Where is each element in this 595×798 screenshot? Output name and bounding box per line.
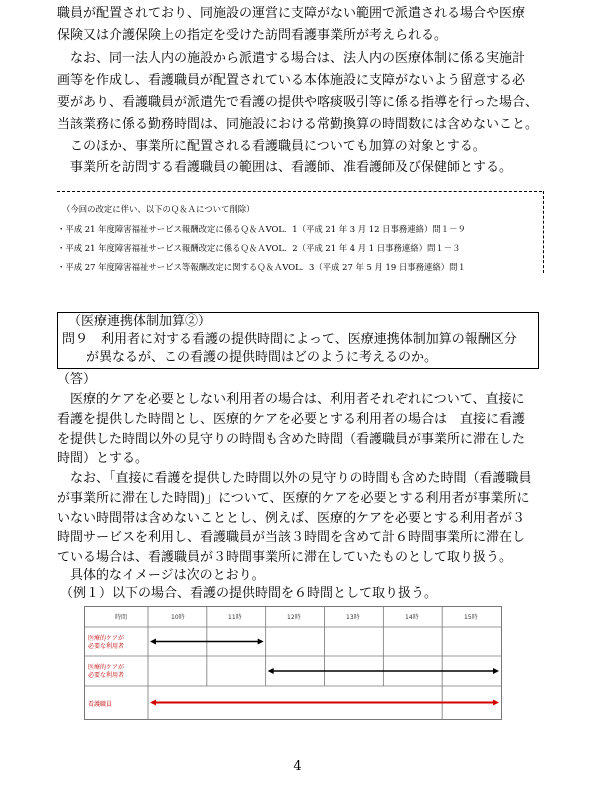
dashed-divider xyxy=(543,191,544,273)
answer-line: 時間サービスを利用し、看護職員が当該３時間を含めて計６時間事業所に滞在し xyxy=(57,530,526,545)
answer-line: を提供した時間以外の見守りの時間も含めた時間（看護職員が事業所に滞在した xyxy=(57,432,526,447)
question-text: が異なるが、この看護の提供時間はどのように考えるのか。 xyxy=(86,350,438,365)
deleted-note-item: ・平成 21 年度障害福祉サービス報酬改定に係るＱ＆ＡVOL．2（平成 21 年 4 月 1 日事務連絡）問１－３ xyxy=(57,243,461,253)
paragraph-line: 事業所を訪問する看護職員の範囲は、看護師、准看護師及び保健師とする。 xyxy=(70,160,513,175)
arrow-head xyxy=(150,700,156,706)
timeline-grid xyxy=(85,607,501,719)
answer-line: 具体的なイメージは次のとおり。 xyxy=(70,568,265,583)
question-text: 問９ 利用者に対する看護の提供時間によって、医療連携体制加算の報酬区分 xyxy=(62,332,517,347)
answer-line: が事業所に滞在した時間)」について、医療的ケアを必要とする利用者が事業所に xyxy=(57,491,530,506)
paragraph-line: 要があり、看護職員が派遣先で看護の提供や喀痰吸引等に係る指導を行った場合、 xyxy=(57,95,539,110)
answer-line: いない時間帯は含めないこととし、例えば、医療的ケアを必要とする利用者が３ xyxy=(57,511,526,526)
answer-line: ている場合は、看護職員が３時間事業所に滞在していたものとして取り扱う。 xyxy=(57,550,513,565)
hour-label: 13時 xyxy=(346,614,360,621)
paragraph-line: 保険又は介護保険上の指定を受けた訪問看護事業所が考えられる。 xyxy=(57,28,448,43)
deleted-notes-header: （今回の改定に伴い、以下のＱ＆Ａについて削除） xyxy=(62,204,255,214)
hour-label: 11時 xyxy=(228,614,242,621)
row-label: 医療的ケアが xyxy=(88,635,125,642)
arrow-head xyxy=(493,668,499,674)
deleted-note-item: ・平成 21 年度障害福祉サービス報酬改定に係るＱ＆ＡVOL．1（平成 21 年 3 月 12 日事務連絡）問１－９ xyxy=(57,224,466,234)
arrow-head xyxy=(258,639,264,645)
paragraph-line: 当該業務に係る勤務時間は、同施設における常勤換算の時間数には含めないこと。 xyxy=(57,117,539,132)
paragraph-line: このほか、事業所に配置される看護職員についても加算の対象とする。 xyxy=(70,139,486,154)
row-label: 看護職員 xyxy=(88,701,113,708)
deleted-note-item: ・平成 27 年度障害福祉サービス等報酬改定に関するＱ＆ＡVOL．3（平成 27 年 5 月 19 日事務連絡）問１ xyxy=(57,262,466,272)
paragraph-line: 職員が配置されており、同施設の運営に支障がない範囲で派遣される場合や医療 xyxy=(57,6,526,21)
paragraph-line: なお、同一法人内の施設から派遣する場合は、法人内の医療体制に係る実施計 xyxy=(70,51,526,66)
row-label: 必要な利用者 xyxy=(88,643,125,650)
hour-label: 14時 xyxy=(405,614,419,621)
question-heading: （医療連携体制加算②） xyxy=(68,314,212,329)
question-box xyxy=(57,312,539,369)
answer-line: 医療的ケアを必要としない利用者の場合は、利用者それぞれについて、直接に xyxy=(70,392,525,407)
answer-line: 時間）とする。 xyxy=(57,451,149,466)
paragraph-line: 画等を作成し、看護職員が配置されている本体施設に支障がないよう留意する必 xyxy=(57,73,526,88)
arrow-head xyxy=(150,639,156,645)
arrow-head xyxy=(493,700,499,706)
hour-label: 12時 xyxy=(287,614,301,621)
row-label: 必要な利用者 xyxy=(88,672,125,679)
hour-label: 15時 xyxy=(464,614,478,621)
table-header-time: 時間 xyxy=(115,614,128,621)
answer-line: 看護を提供した時間とし、医療的ケアを必要とする利用者の場合は 直接に看護 xyxy=(57,412,526,427)
dashed-divider xyxy=(57,191,542,192)
arrow-head xyxy=(268,668,274,674)
example-heading: （例１）以下の場合、看護の提供時間を６時間として取り扱う。 xyxy=(60,586,438,601)
timeline-table xyxy=(84,606,502,720)
hour-label: 10時 xyxy=(171,614,185,621)
row-label: 医療的ケアが xyxy=(88,664,125,671)
answer-line: なお、｢直接に看護を提供した時間以外の見守りの時間も含めた時間（看護職員 xyxy=(70,471,532,486)
answer-label: （答） xyxy=(57,372,97,387)
page-number: 4 xyxy=(293,759,302,774)
